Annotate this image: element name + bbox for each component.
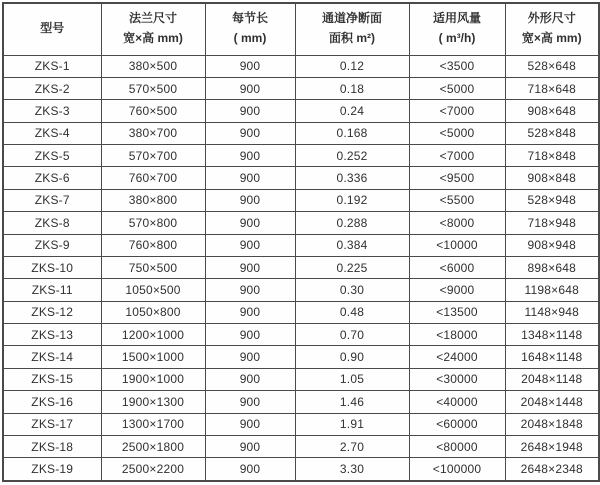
cell-net_area: 2.70: [295, 435, 409, 457]
cell-section_length: 900: [205, 77, 295, 99]
cell-section_length: 900: [205, 167, 295, 189]
cell-section_length: 900: [205, 212, 295, 234]
cell-net_area: 3.30: [295, 458, 409, 481]
cell-model: ZKS-13: [3, 324, 101, 346]
header-flange-size-label: 法兰尺寸: [128, 11, 177, 26]
table-row: [3, 435, 599, 457]
cell-model: ZKS-11: [3, 279, 101, 301]
cell-flange_size: 760×800: [101, 234, 205, 256]
cell-air_volume: <9000: [409, 279, 505, 301]
cell-air_volume: <5000: [409, 77, 505, 99]
cell-flange_size: 2500×1800: [101, 435, 205, 457]
cell-outer_size: 2048×1848: [505, 413, 599, 435]
cell-flange_size: 1900×1000: [101, 368, 205, 390]
cell-flange_size: 1050×800: [101, 301, 205, 323]
table-row: [3, 55, 599, 77]
cell-outer_size: 1198×648: [505, 279, 599, 301]
cell-air_volume: <3500: [409, 55, 505, 77]
cell-net_area: 0.30: [295, 279, 409, 301]
table-header: [3, 3, 599, 55]
cell-air_volume: <9500: [409, 167, 505, 189]
header-outer-size: [505, 3, 599, 55]
cell-section_length: 900: [205, 234, 295, 256]
cell-flange_size: 1050×500: [101, 279, 205, 301]
cell-flange_size: 570×500: [101, 77, 205, 99]
cell-air_volume: <8000: [409, 212, 505, 234]
cell-air_volume: <10000: [409, 234, 505, 256]
table-row: [3, 368, 599, 390]
cell-flange_size: 1300×1700: [101, 413, 205, 435]
table-row: [3, 234, 599, 256]
cell-flange_size: 760×700: [101, 167, 205, 189]
cell-net_area: 0.12: [295, 55, 409, 77]
table-row: [3, 391, 599, 413]
cell-outer_size: 908×648: [505, 100, 599, 122]
cell-net_area: 0.70: [295, 324, 409, 346]
cell-outer_size: 908×948: [505, 234, 599, 256]
table-row: [3, 77, 599, 99]
cell-section_length: 900: [205, 391, 295, 413]
cell-flange_size: 380×800: [101, 189, 205, 211]
cell-outer_size: 718×848: [505, 145, 599, 167]
cell-flange_size: 2500×2200: [101, 458, 205, 481]
cell-air_volume: <5500: [409, 189, 505, 211]
cell-net_area: 0.24: [295, 100, 409, 122]
cell-outer_size: 528×848: [505, 122, 599, 144]
header-outer-size-label: 外形尺寸: [527, 11, 576, 26]
cell-air_volume: <6000: [409, 256, 505, 278]
header-flange-size-unit: 宽×高 mm): [123, 31, 183, 46]
cell-section_length: 900: [205, 145, 295, 167]
cell-net_area: 1.05: [295, 368, 409, 390]
header-net-area: [295, 3, 409, 55]
header-section-length-label: 每节长: [231, 11, 268, 26]
cell-section_length: 900: [205, 55, 295, 77]
cell-section_length: 900: [205, 279, 295, 301]
cell-model: ZKS-5: [3, 145, 101, 167]
cell-net_area: 1.91: [295, 413, 409, 435]
header-air-volume: [409, 3, 505, 55]
cell-air_volume: <18000: [409, 324, 505, 346]
cell-model: ZKS-15: [3, 368, 101, 390]
cell-net_area: 0.48: [295, 301, 409, 323]
header-section-length: [205, 3, 295, 55]
cell-outer_size: 718×648: [505, 77, 599, 99]
cell-section_length: 900: [205, 301, 295, 323]
cell-outer_size: 2048×1148: [505, 368, 599, 390]
cell-section_length: 900: [205, 324, 295, 346]
cell-section_length: 900: [205, 458, 295, 481]
table-row: [3, 279, 599, 301]
table-row: [3, 189, 599, 211]
header-flange-size: [101, 3, 205, 55]
header-section-length-unit: ( mm): [233, 31, 267, 46]
cell-net_area: 0.225: [295, 256, 409, 278]
table-row: [3, 301, 599, 323]
table-row: [3, 212, 599, 234]
cell-outer_size: 2648×1948: [505, 435, 599, 457]
cell-air_volume: <40000: [409, 391, 505, 413]
cell-flange_size: 1900×1300: [101, 391, 205, 413]
cell-section_length: 900: [205, 256, 295, 278]
cell-net_area: 0.288: [295, 212, 409, 234]
table-row: [3, 458, 599, 481]
cell-flange_size: 1500×1000: [101, 346, 205, 368]
cell-outer_size: 528×948: [505, 189, 599, 211]
cell-air_volume: <60000: [409, 413, 505, 435]
cell-net_area: 1.46: [295, 391, 409, 413]
cell-flange_size: 1200×1000: [101, 324, 205, 346]
cell-section_length: 900: [205, 435, 295, 457]
cell-air_volume: <7000: [409, 145, 505, 167]
cell-model: ZKS-18: [3, 435, 101, 457]
cell-flange_size: 380×700: [101, 122, 205, 144]
cell-net_area: 0.18: [295, 77, 409, 99]
cell-model: ZKS-1: [3, 55, 101, 77]
cell-outer_size: 908×848: [505, 167, 599, 189]
header-outer-size-unit: 宽×高 mm): [521, 31, 582, 46]
cell-flange_size: 380×500: [101, 55, 205, 77]
cell-flange_size: 750×500: [101, 256, 205, 278]
cell-section_length: 900: [205, 368, 295, 390]
cell-air_volume: <5000: [409, 122, 505, 144]
spec-table: [2, 2, 600, 482]
cell-outer_size: 898×648: [505, 256, 599, 278]
cell-outer_size: 528×648: [505, 55, 599, 77]
cell-air_volume: <24000: [409, 346, 505, 368]
cell-model: ZKS-2: [3, 77, 101, 99]
table-body: [3, 55, 599, 481]
cell-air_volume: <7000: [409, 100, 505, 122]
header-model: [3, 3, 101, 55]
cell-outer_size: 1648×1148: [505, 346, 599, 368]
header-net-area-label: 通道净断面: [321, 11, 382, 26]
cell-section_length: 900: [205, 413, 295, 435]
cell-air_volume: <30000: [409, 368, 505, 390]
cell-flange_size: 570×800: [101, 212, 205, 234]
cell-net_area: 0.336: [295, 167, 409, 189]
cell-net_area: 0.252: [295, 145, 409, 167]
header-model-label: 型号: [40, 21, 65, 36]
cell-net_area: 0.384: [295, 234, 409, 256]
header-air-volume-label: 适用风量: [432, 11, 481, 26]
table-row: [3, 122, 599, 144]
cell-outer_size: 718×948: [505, 212, 599, 234]
table-row: [3, 100, 599, 122]
cell-model: ZKS-6: [3, 167, 101, 189]
cell-outer_size: 1148×948: [505, 301, 599, 323]
cell-model: ZKS-19: [3, 458, 101, 481]
cell-flange_size: 570×700: [101, 145, 205, 167]
cell-flange_size: 760×500: [101, 100, 205, 122]
cell-model: ZKS-16: [3, 391, 101, 413]
cell-outer_size: 1348×1148: [505, 324, 599, 346]
cell-model: ZKS-9: [3, 234, 101, 256]
cell-model: ZKS-14: [3, 346, 101, 368]
table-row: [3, 145, 599, 167]
cell-model: ZKS-7: [3, 189, 101, 211]
cell-net_area: 0.168: [295, 122, 409, 144]
cell-air_volume: <80000: [409, 435, 505, 457]
cell-model: ZKS-3: [3, 100, 101, 122]
cell-net_area: 0.192: [295, 189, 409, 211]
header-net-area-unit: 面积 m²): [329, 31, 375, 46]
cell-outer_size: 2648×2348: [505, 458, 599, 481]
table-row: [3, 256, 599, 278]
header-row: [3, 3, 599, 55]
cell-model: ZKS-12: [3, 301, 101, 323]
cell-net_area: 0.90: [295, 346, 409, 368]
cell-air_volume: <13500: [409, 301, 505, 323]
cell-section_length: 900: [205, 346, 295, 368]
cell-air_volume: <100000: [409, 458, 505, 481]
cell-outer_size: 2048×1448: [505, 391, 599, 413]
cell-model: ZKS-17: [3, 413, 101, 435]
table-row: [3, 324, 599, 346]
cell-section_length: 900: [205, 100, 295, 122]
cell-model: ZKS-4: [3, 122, 101, 144]
cell-section_length: 900: [205, 189, 295, 211]
cell-model: ZKS-8: [3, 212, 101, 234]
cell-model: ZKS-10: [3, 256, 101, 278]
table-row: [3, 413, 599, 435]
header-air-volume-unit: ( m³/h): [438, 31, 476, 46]
table-row: [3, 346, 599, 368]
table-row: [3, 167, 599, 189]
cell-section_length: 900: [205, 122, 295, 144]
